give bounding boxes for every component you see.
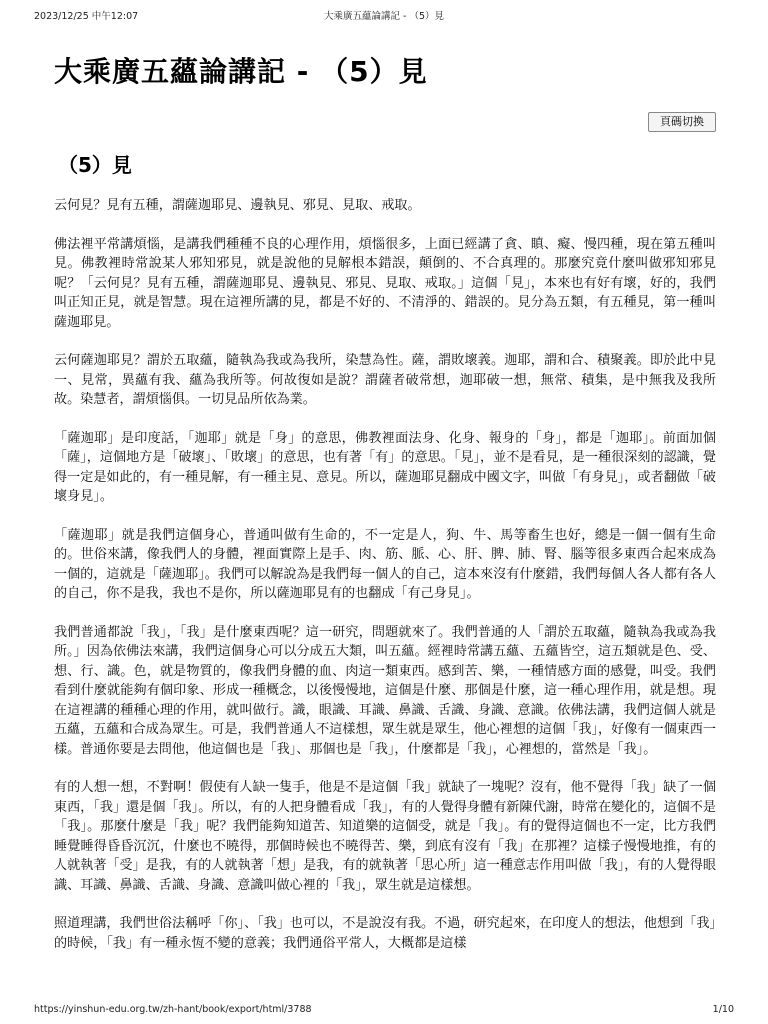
section-title: （5）見 [58, 153, 132, 177]
print-page-title: 大乘廣五蘊論講記 - （5）見 [323, 11, 444, 22]
print-datetime: 2023/12/25 中午12:07 [34, 11, 139, 22]
article-body [54, 196, 716, 972]
paragraph: 照道理講，我們世俗法稱呼「你」、「我」也可以，不是說沒有我。不過，研究起來，在印度人的想法，他想到「我」的時候，「我」有一種永恆不變的意義；我們通俗平常人，大概都是這樣 [54, 916, 716, 951]
print-footer [34, 1004, 734, 1018]
print-header [34, 8, 734, 22]
footer-url: https://yinshun-edu.org.tw/zh-hant/book/export/html/3788 [34, 1004, 312, 1015]
paragraph: 佛法裡平常講煩惱，是講我們種種不良的心理作用，煩惱很多，上面已經講了貪、瞋、癡、慢四種，現在第五種叫見。佛教裡時常說某人邪知邪見，就是說他的見解根本錯誤，顛倒的、不合真理的。那麼究竟什麼叫做邪知邪見呢？「云何見？見有五種，謂薩迦耶見、邊執見、邪見、見取、戒取。」這個「見」，本來也有好有壞，好的，我們叫正知正見，就是智慧。現在這裡所講的見，都是不好的、不清淨的、錯誤的。見分為五類，有五種見，第一種叫薩迦耶見。 [54, 236, 716, 330]
footer-page-number: 1/10 [712, 1004, 734, 1015]
paragraph: 我們普通都說「我」，「我」是什麼東西呢？這一研究，問題就來了。我們普通的人「謂於五取蘊，隨執為我或為我所。」因為依佛法來講，我們這個身心可以分成五大類，叫五蘊。經裡時常講五蘊、五蘊皆空，這五類就是色、受、想、行、識。色，就是物質的，像我們身體的血、肉這一類東西。感到苦、樂，一種情感方面的感覺，叫受。我們看到什麼就能夠有個印象、形成一種概念，以後慢慢地，這個是什麼、那個是什麼，這一種心理作用，就是想。現在這裡講的種種心理的作用，就叫做行。識，眼識、耳識、鼻識、舌識、身識、意識。依佛法講，我們這個人就是五蘊，五蘊和合成為眾生。可是，我們普通人不這樣想，眾生就是眾生，他心裡想的這個「我」，好像有一個東西一樣。普通你要是去問他，他這個也是「我」、那個也是「我」，什麼都是「我」，心裡想的，當然是「我」。 [54, 624, 716, 757]
page-title: 大乘廣五蘊論講記 - （5）見 [54, 55, 428, 88]
page-number-toggle-button[interactable]: 頁碼切換 [648, 112, 716, 132]
paragraph: 云何見？見有五種，謂薩迦耶見、邊執見、邪見、見取、戒取。 [54, 198, 421, 213]
paragraph: 「薩迦耶」是印度話，「迦耶」就是「身」的意思，佛教裡面法身、化身、報身的「身」，都是「迦耶」。前面加個「薩」，這個地方是「破壞」、「敗壞」的意思，也有著「有」的意思。「見」，並不是看見，是一種很深刻的認識，覺得一定是如此的，有一種見解，有一種主見、意見。所以，薩迦耶見翻成中國文字，叫做「有身見」，或者翻做「破壞身見」。 [54, 430, 716, 504]
paragraph: 有的人想一想，不對啊！假使有人缺一隻手，他是不是這個「我」就缺了一塊呢？沒有，他不覺得「我」缺了一個東西，「我」還是個「我」。所以，有的人把身體看成「我」，有的人覺得身體有新陳代謝，時常在變化的，這個不是「我」。那麼什麼是「我」呢？我們能夠知道苦、知道樂的這個受，就是「我」。有的覺得這個也不一定，比方我們睡覺睡得昏昏沉沉，什麼也不曉得，那個時候也不曉得苦、樂，到底有沒有「我」在那裡？這樣子慢慢地推，有的人就執著「受」是我，有的人就執著「想」是我，有的就執著「思心所」這一種意志作用叫做「我」，有的人覺得眼識、耳識、鼻識、舌識、身識、意識叫做心裡的「我」，眾生就是這樣想。 [54, 780, 716, 893]
paragraph: 「薩迦耶」就是我們這個身心，普通叫做有生命的，不一定是人，狗、牛、馬等畜生也好，總是一個一個有生命的。世俗來講，像我們人的身體，裡面實際上是手、肉、筋、脈、心、肝、脾、肺、腎、腦等很多東西合起來成為一個的，這就是「薩迦耶」。我們可以解說為是我們每一個人的自己，這本來沒有什麼錯，我們每個人各人都有各人的自己，你不是我，我也不是你，所以薩迦耶見有的也翻成「有己身見」。 [54, 527, 716, 601]
paragraph: 云何薩迦耶見？謂於五取蘊，隨執為我或為我所，染慧為性。薩，謂敗壞義。迦耶，謂和合、積聚義。即於此中見一、見常，異蘊有我、蘊為我所等。何故復如是說？謂薩者破常想，迦耶破一想，無常、積集，是中無我及我所故。染慧者，謂煩惱俱。一切見品所依為業。 [54, 353, 716, 407]
